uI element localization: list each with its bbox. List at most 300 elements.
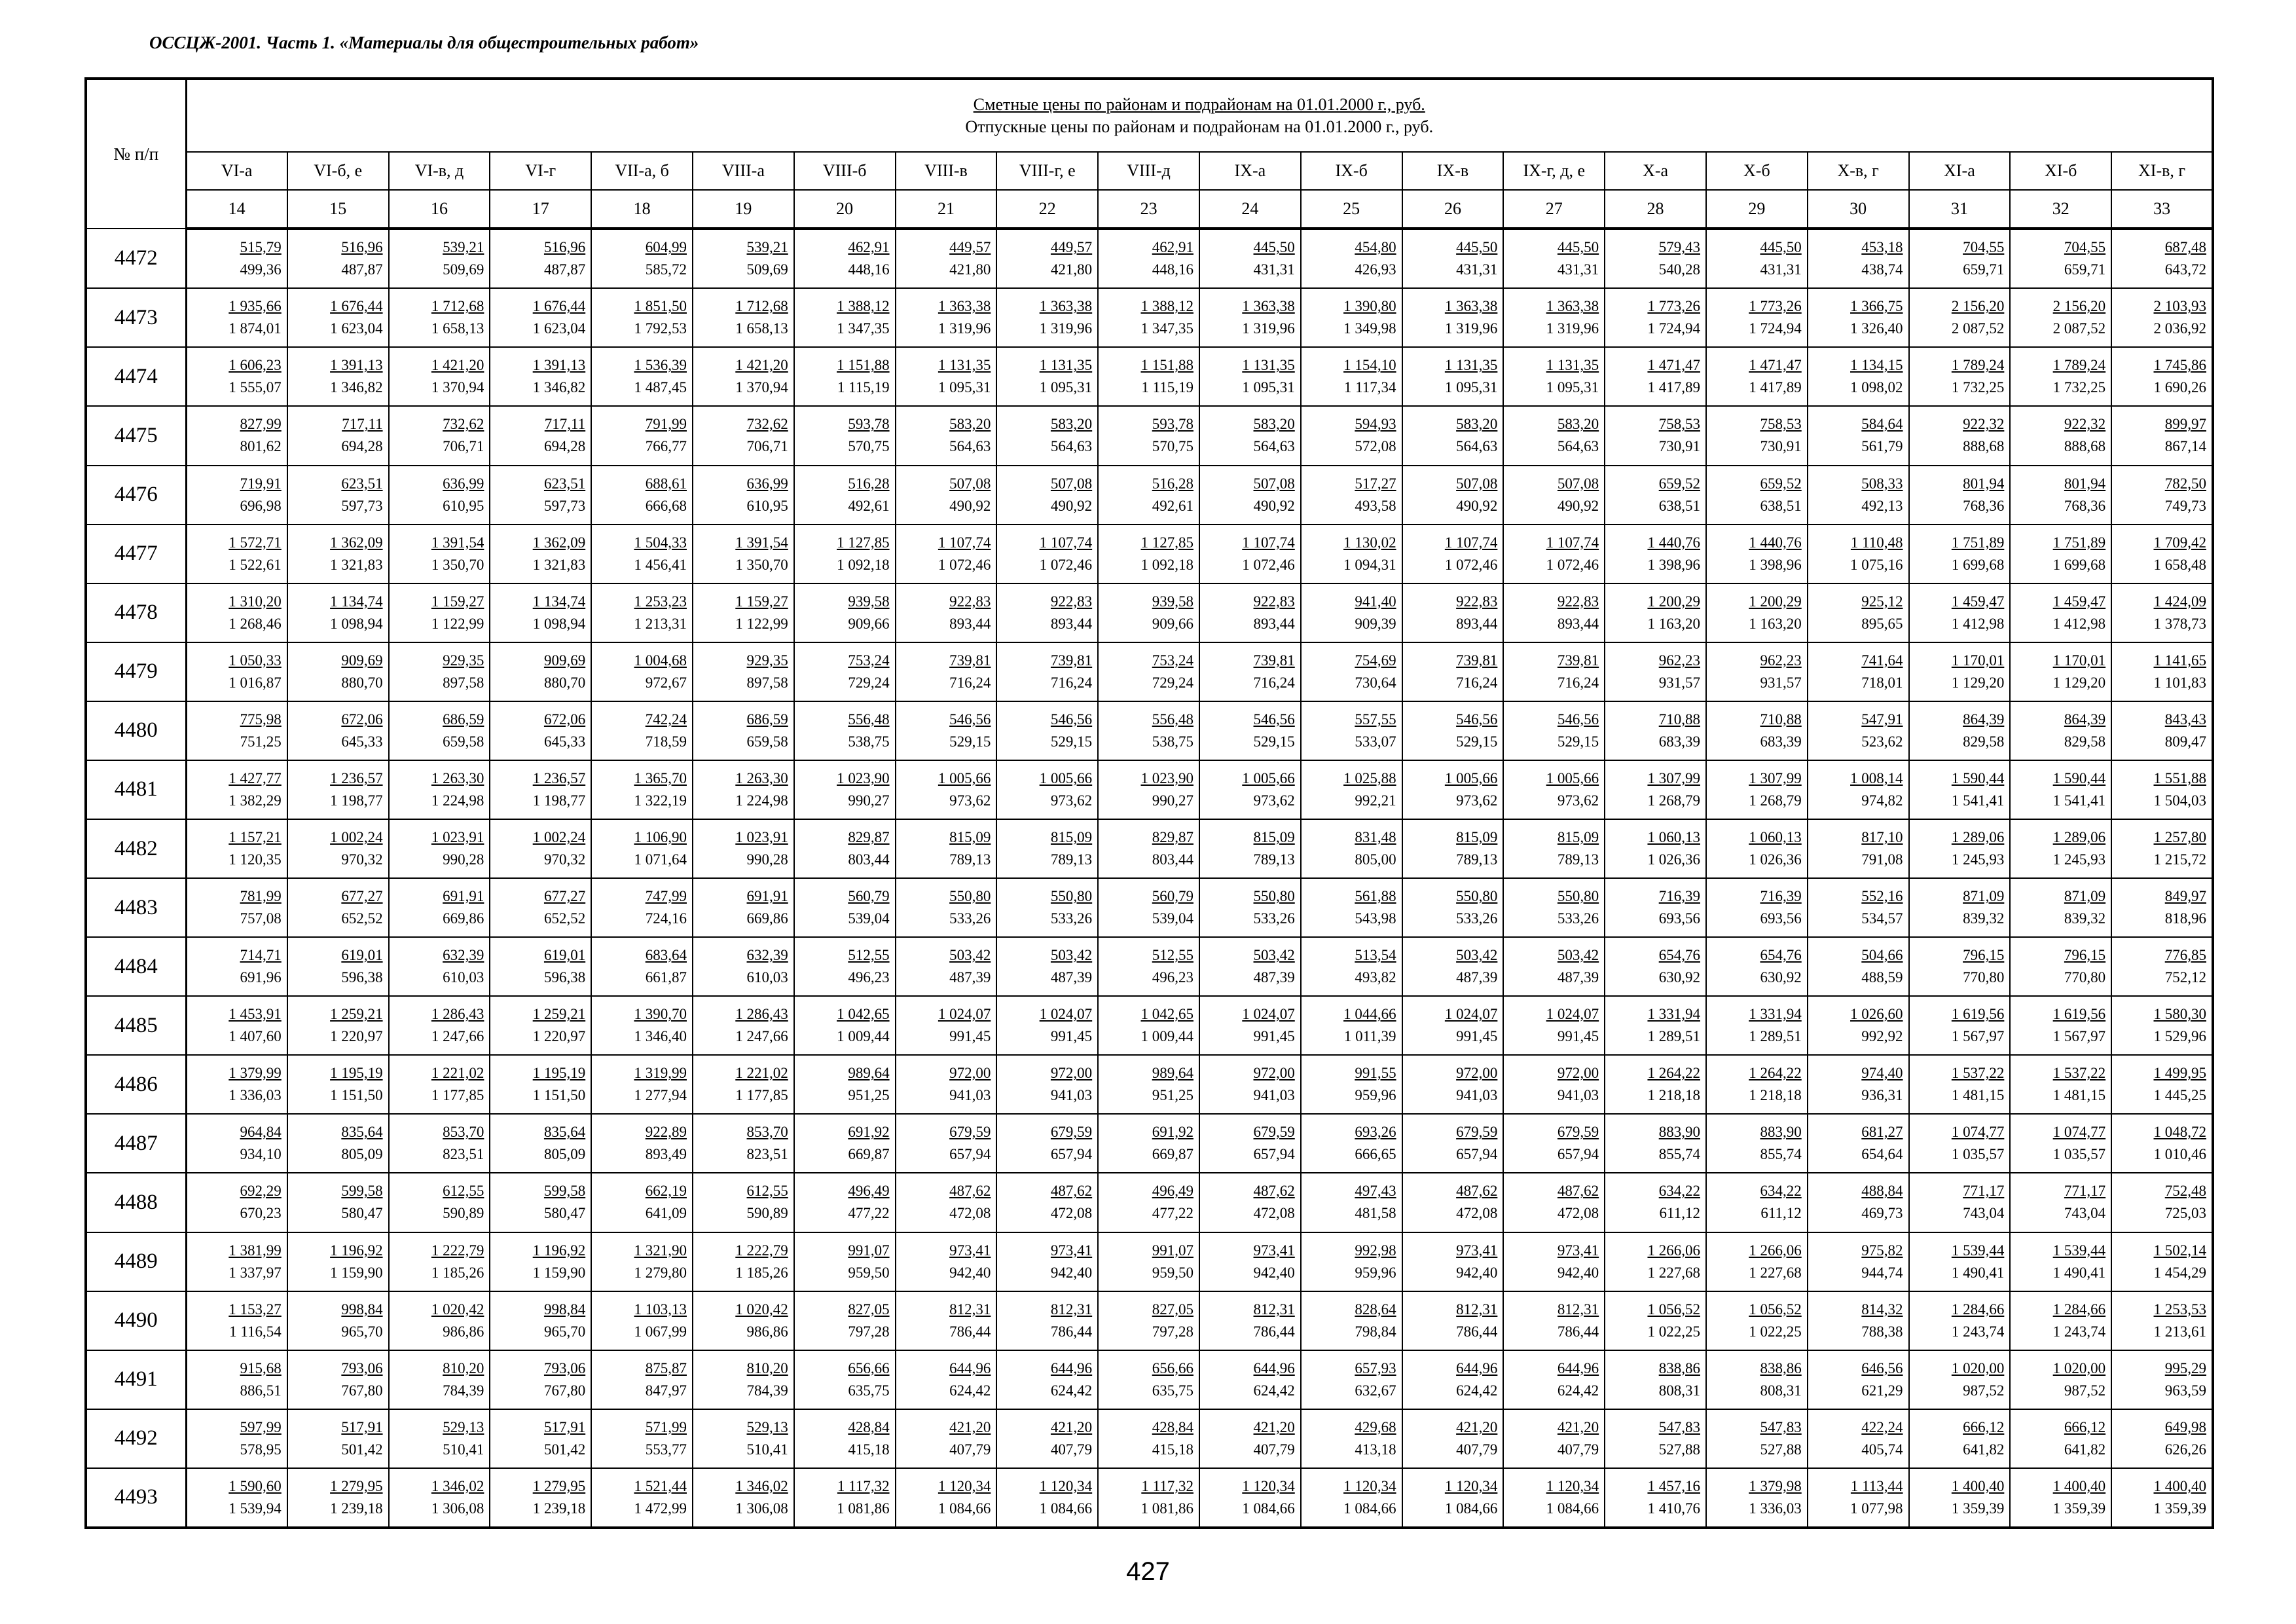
price-cell bbox=[1098, 525, 1199, 583]
release-price: 1 378,73 bbox=[2153, 615, 2206, 632]
price-cell bbox=[1402, 1114, 1504, 1173]
price-cell bbox=[1402, 1468, 1504, 1528]
estimated-price: 1 536,39 bbox=[634, 357, 687, 374]
release-price: 641,82 bbox=[1963, 1441, 2005, 1458]
price-cell bbox=[1605, 1114, 1706, 1173]
estimated-price: 1 127,85 bbox=[837, 534, 890, 551]
release-price: 1 098,02 bbox=[1850, 379, 1903, 396]
release-price: 1 277,94 bbox=[634, 1087, 687, 1104]
release-price: 490,92 bbox=[1456, 497, 1498, 514]
estimated-price: 1 134,74 bbox=[532, 593, 586, 610]
estimated-price: 593,78 bbox=[848, 416, 890, 433]
estimated-price: 829,87 bbox=[1152, 829, 1194, 845]
price-cell bbox=[591, 1055, 693, 1114]
estimated-price: 449,57 bbox=[1050, 239, 1093, 256]
price-cell bbox=[287, 701, 389, 760]
estimated-price: 1 331,94 bbox=[1749, 1006, 1802, 1023]
release-price: 751,25 bbox=[240, 733, 282, 750]
release-price: 847,97 bbox=[645, 1382, 687, 1399]
estimated-price: 717,11 bbox=[342, 416, 383, 433]
estimated-price: 649,98 bbox=[2164, 1418, 2206, 1435]
release-price: 888,68 bbox=[1963, 438, 2005, 455]
estimated-price: 815,09 bbox=[1456, 829, 1498, 845]
price-cell bbox=[2111, 1409, 2213, 1468]
price-cell bbox=[693, 878, 794, 937]
estimated-price: 812,31 bbox=[1050, 1301, 1093, 1318]
release-price: 1 472,99 bbox=[634, 1500, 687, 1517]
estimated-price: 922,32 bbox=[2064, 416, 2106, 433]
estimated-price: 550,80 bbox=[1557, 888, 1599, 905]
price-cell bbox=[186, 583, 287, 642]
release-price: 1 129,20 bbox=[1951, 674, 2005, 691]
price-cell bbox=[1301, 701, 1402, 760]
release-price: 986,86 bbox=[443, 1323, 484, 1340]
estimated-price: 1 539,44 bbox=[2052, 1242, 2106, 1259]
district-header: IX-б bbox=[1301, 152, 1402, 190]
price-cell bbox=[996, 347, 1098, 406]
price-cell bbox=[490, 1468, 591, 1528]
price-cell bbox=[2010, 1114, 2111, 1173]
release-price: 610,03 bbox=[746, 969, 788, 986]
price-cell bbox=[1402, 996, 1504, 1055]
price-cell bbox=[1503, 466, 1605, 525]
release-price: 963,59 bbox=[2164, 1382, 2206, 1399]
estimated-price: 1 005,66 bbox=[1444, 769, 1498, 786]
release-price: 941,03 bbox=[1253, 1087, 1295, 1104]
estimated-price: 871,09 bbox=[1963, 888, 2005, 905]
price-cell bbox=[1503, 1409, 1605, 1468]
estimated-price: 1 074,77 bbox=[2052, 1124, 2106, 1141]
price-cell bbox=[287, 466, 389, 525]
price-cell bbox=[2010, 525, 2111, 583]
table-row bbox=[86, 583, 2213, 642]
price-cell bbox=[2010, 1350, 2111, 1409]
release-price: 931,57 bbox=[1658, 674, 1700, 691]
estimated-price: 1 050,33 bbox=[228, 652, 282, 669]
estimated-price: 1 346,02 bbox=[735, 1477, 788, 1494]
estimated-price: 1 421,20 bbox=[431, 357, 484, 374]
release-price: 1 218,18 bbox=[1749, 1087, 1802, 1104]
price-cell bbox=[591, 288, 693, 347]
price-cell bbox=[1098, 819, 1199, 878]
release-price: 1 092,18 bbox=[837, 556, 890, 573]
price-cell bbox=[2010, 996, 2111, 1055]
release-price: 1 227,68 bbox=[1647, 1264, 1700, 1281]
estimated-price: 1 157,21 bbox=[228, 829, 282, 845]
release-price: 670,23 bbox=[240, 1205, 282, 1222]
release-price: 959,96 bbox=[1355, 1264, 1396, 1281]
price-cell bbox=[389, 642, 490, 701]
estimated-price: 1 131,35 bbox=[1039, 357, 1093, 374]
estimated-price: 1 056,52 bbox=[1749, 1301, 1802, 1318]
district-header: VII-а, б bbox=[591, 152, 693, 190]
estimated-price: 1 363,38 bbox=[938, 298, 991, 315]
release-price: 580,47 bbox=[341, 1205, 383, 1222]
release-price: 987,52 bbox=[1963, 1382, 2005, 1399]
estimated-price: 644,96 bbox=[1557, 1359, 1599, 1376]
price-cell bbox=[1503, 760, 1605, 819]
estimated-price: 1 365,70 bbox=[634, 769, 687, 786]
release-price: 694,28 bbox=[543, 438, 586, 455]
release-price: 855,74 bbox=[1760, 1146, 1802, 1163]
price-cell bbox=[1605, 406, 1706, 465]
price-cell bbox=[1301, 229, 1402, 288]
estimated-price: 922,83 bbox=[1456, 593, 1498, 610]
release-price: 529,15 bbox=[1557, 733, 1599, 750]
release-price: 477,22 bbox=[848, 1205, 890, 1222]
estimated-price: 571,99 bbox=[645, 1418, 687, 1435]
price-cell bbox=[996, 642, 1098, 701]
estimated-price: 508,33 bbox=[1861, 475, 1903, 492]
release-price: 1 410,76 bbox=[1647, 1500, 1700, 1517]
estimated-price: 1 023,91 bbox=[735, 829, 788, 845]
estimated-price: 972,00 bbox=[949, 1065, 991, 1082]
release-price: 490,92 bbox=[1253, 497, 1295, 514]
release-price: 572,08 bbox=[1355, 438, 1396, 455]
price-cell bbox=[490, 878, 591, 937]
price-cell bbox=[1909, 406, 2011, 465]
estimated-price: 487,62 bbox=[949, 1183, 991, 1200]
price-cell bbox=[591, 406, 693, 465]
estimated-price: 1 400,40 bbox=[1951, 1477, 2005, 1494]
release-price: 716,24 bbox=[949, 674, 991, 691]
estimated-price: 1 551,88 bbox=[2153, 769, 2206, 786]
release-price: 839,32 bbox=[2064, 910, 2106, 927]
estimated-price: 998,84 bbox=[543, 1301, 586, 1318]
estimated-price: 838,86 bbox=[1760, 1359, 1802, 1376]
district-header: X-в, г bbox=[1808, 152, 1909, 190]
release-price: 1 072,46 bbox=[1039, 556, 1093, 573]
estimated-price: 1 107,74 bbox=[1242, 534, 1295, 551]
price-cell bbox=[1402, 1350, 1504, 1409]
estimated-price: 1 789,24 bbox=[1951, 357, 2005, 374]
release-price: 808,31 bbox=[1760, 1382, 1802, 1399]
estimated-price: 1 253,53 bbox=[2153, 1301, 2206, 1318]
release-price: 1 321,83 bbox=[330, 556, 383, 573]
release-price: 490,92 bbox=[949, 497, 991, 514]
estimated-price: 1 020,00 bbox=[2052, 1359, 2106, 1376]
price-cell bbox=[186, 760, 287, 819]
price-cell bbox=[1199, 701, 1301, 760]
price-cell bbox=[693, 937, 794, 996]
release-price: 492,13 bbox=[1861, 497, 1903, 514]
price-cell bbox=[1909, 347, 2011, 406]
estimated-price: 1 221,02 bbox=[431, 1065, 484, 1082]
estimated-price: 428,84 bbox=[1152, 1418, 1194, 1435]
estimated-price: 599,58 bbox=[543, 1183, 586, 1200]
estimated-price: 1 120,34 bbox=[938, 1477, 991, 1494]
release-price: 888,68 bbox=[2064, 438, 2106, 455]
release-price: 564,63 bbox=[1050, 438, 1093, 455]
estimated-price: 679,59 bbox=[1253, 1124, 1295, 1141]
estimated-price: 1 257,80 bbox=[2153, 829, 2206, 845]
price-cell bbox=[2111, 525, 2213, 583]
estimated-price: 421,20 bbox=[1050, 1418, 1093, 1435]
price-cell bbox=[287, 642, 389, 701]
price-cell bbox=[996, 1291, 1098, 1350]
table-row bbox=[86, 466, 2213, 525]
price-cell bbox=[2010, 937, 2111, 996]
price-cell bbox=[591, 229, 693, 288]
estimated-price: 1 709,42 bbox=[2153, 534, 2206, 551]
estimated-price: 929,35 bbox=[443, 652, 484, 669]
release-price: 481,58 bbox=[1355, 1205, 1396, 1222]
release-price: 1 243,74 bbox=[1951, 1323, 2005, 1340]
estimated-price: 899,97 bbox=[2164, 416, 2206, 433]
release-price: 1 239,18 bbox=[532, 1500, 586, 1517]
estimated-price: 1 023,90 bbox=[837, 769, 890, 786]
price-cell bbox=[287, 525, 389, 583]
price-cell bbox=[1503, 406, 1605, 465]
estimated-price: 421,20 bbox=[1456, 1418, 1498, 1435]
price-cell bbox=[1909, 1114, 2011, 1173]
price-cell bbox=[1605, 1291, 1706, 1350]
estimated-price: 1 424,09 bbox=[2153, 593, 2206, 610]
estimated-price: 1 502,14 bbox=[2153, 1242, 2206, 1259]
district-header: VI-а bbox=[186, 152, 287, 190]
estimated-price: 1 289,06 bbox=[1951, 829, 2005, 845]
release-price: 805,09 bbox=[341, 1146, 383, 1163]
district-header: VIII-г, е bbox=[996, 152, 1098, 190]
estimated-price: 1 421,20 bbox=[735, 357, 788, 374]
estimated-price: 561,88 bbox=[1355, 888, 1396, 905]
price-cell bbox=[693, 288, 794, 347]
price-cell bbox=[186, 1232, 287, 1291]
release-price: 1 117,34 bbox=[1343, 379, 1396, 396]
release-price: 1 095,31 bbox=[1444, 379, 1498, 396]
price-cell bbox=[490, 1350, 591, 1409]
column-number: 23 bbox=[1098, 190, 1199, 229]
estimated-price: 1 440,76 bbox=[1749, 534, 1802, 551]
estimated-price: 1 400,40 bbox=[2153, 1477, 2206, 1494]
estimated-price: 853,70 bbox=[443, 1124, 484, 1141]
estimated-price: 683,64 bbox=[645, 947, 687, 964]
release-price: 683,39 bbox=[1658, 733, 1700, 750]
price-cell bbox=[794, 878, 896, 937]
release-price: 405,74 bbox=[1861, 1441, 1903, 1458]
release-price: 716,24 bbox=[1253, 674, 1295, 691]
release-price: 534,57 bbox=[1861, 910, 1903, 927]
estimated-price: 1 284,66 bbox=[2052, 1301, 2106, 1318]
estimated-price: 513,54 bbox=[1355, 947, 1396, 964]
estimated-price: 815,09 bbox=[1253, 829, 1295, 845]
estimated-price: 1 391,13 bbox=[532, 357, 586, 374]
release-price: 638,51 bbox=[1658, 497, 1700, 514]
price-cell bbox=[287, 878, 389, 937]
price-cell bbox=[490, 525, 591, 583]
row-number: 4477 bbox=[86, 525, 186, 583]
price-cell bbox=[1909, 1350, 2011, 1409]
price-cell bbox=[389, 288, 490, 347]
release-price: 803,44 bbox=[1152, 851, 1194, 868]
price-cell bbox=[490, 406, 591, 465]
estimated-price: 998,84 bbox=[341, 1301, 383, 1318]
price-cell bbox=[1402, 466, 1504, 525]
price-cell bbox=[1605, 937, 1706, 996]
estimated-price: 1 130,02 bbox=[1343, 534, 1396, 551]
estimated-price: 1 851,50 bbox=[634, 298, 687, 315]
estimated-price: 909,69 bbox=[543, 652, 586, 669]
price-cell bbox=[693, 466, 794, 525]
release-price: 1 016,87 bbox=[228, 674, 282, 691]
estimated-price: 583,20 bbox=[1050, 416, 1093, 433]
price-cell bbox=[1503, 642, 1605, 701]
release-price: 1 529,96 bbox=[2153, 1028, 2206, 1045]
release-price: 438,74 bbox=[1861, 261, 1903, 278]
price-cell bbox=[2010, 701, 2111, 760]
estimated-price: 462,91 bbox=[848, 239, 890, 256]
estimated-price: 1 619,56 bbox=[1951, 1006, 2005, 1023]
release-price: 986,86 bbox=[746, 1323, 788, 1340]
price-cell bbox=[896, 996, 997, 1055]
price-cell bbox=[2111, 760, 2213, 819]
release-price: 597,73 bbox=[341, 497, 383, 514]
estimated-price: 1 107,74 bbox=[1444, 534, 1498, 551]
estimated-price: 973,41 bbox=[1557, 1242, 1599, 1259]
estimated-price: 739,81 bbox=[1253, 652, 1295, 669]
price-cell bbox=[1098, 1055, 1199, 1114]
estimated-price: 1 453,91 bbox=[228, 1006, 282, 1023]
title-line-estimated: Сметные цены по районам и подрайонам на 01.01.2000 г., руб. bbox=[973, 94, 1425, 114]
price-cell bbox=[1098, 937, 1199, 996]
estimated-price: 681,27 bbox=[1861, 1124, 1903, 1141]
price-cell bbox=[1909, 288, 2011, 347]
release-price: 1 035,57 bbox=[2052, 1146, 2106, 1163]
price-cell bbox=[1706, 347, 1808, 406]
estimated-price: 1 712,68 bbox=[735, 298, 788, 315]
estimated-price: 1 712,68 bbox=[431, 298, 484, 315]
release-price: 797,28 bbox=[848, 1323, 890, 1340]
price-cell bbox=[1808, 760, 1909, 819]
release-price: 696,98 bbox=[240, 497, 282, 514]
release-price: 415,18 bbox=[1152, 1441, 1194, 1458]
estimated-price: 1 110,48 bbox=[1850, 534, 1903, 551]
estimated-price: 1 279,95 bbox=[330, 1477, 383, 1494]
estimated-price: 704,55 bbox=[2064, 239, 2106, 256]
estimated-price: 453,18 bbox=[1861, 239, 1903, 256]
estimated-price: 636,99 bbox=[746, 475, 788, 492]
release-price: 1 084,66 bbox=[1039, 1500, 1093, 1517]
estimated-price: 915,68 bbox=[240, 1359, 282, 1376]
release-price: 789,13 bbox=[1253, 851, 1295, 868]
release-price: 965,70 bbox=[341, 1323, 383, 1340]
price-cell bbox=[2111, 701, 2213, 760]
estimated-price: 710,88 bbox=[1658, 710, 1700, 728]
price-cell bbox=[996, 1173, 1098, 1232]
price-cell bbox=[1605, 1409, 1706, 1468]
estimated-price: 801,94 bbox=[2064, 475, 2106, 492]
release-price: 1 623,04 bbox=[330, 320, 383, 337]
estimated-price: 507,08 bbox=[1253, 475, 1295, 492]
price-cell bbox=[1301, 1350, 1402, 1409]
estimated-price: 1 789,24 bbox=[2052, 357, 2106, 374]
price-cell bbox=[490, 1114, 591, 1173]
estimated-price: 487,62 bbox=[1050, 1183, 1093, 1200]
release-price: 942,40 bbox=[1456, 1264, 1498, 1281]
estimated-price: 1 363,38 bbox=[1039, 298, 1093, 315]
price-cell bbox=[1199, 1350, 1301, 1409]
estimated-price: 1 379,99 bbox=[228, 1065, 282, 1082]
release-price: 1 239,18 bbox=[330, 1500, 383, 1517]
release-price: 1 071,64 bbox=[634, 851, 687, 868]
release-price: 683,39 bbox=[1760, 733, 1802, 750]
price-cell bbox=[1098, 701, 1199, 760]
release-price: 991,45 bbox=[1253, 1028, 1295, 1045]
release-price: 1 095,31 bbox=[1546, 379, 1599, 396]
release-price: 1 490,41 bbox=[2052, 1264, 2106, 1281]
release-price: 1 417,89 bbox=[1647, 379, 1700, 396]
price-cell bbox=[1199, 1291, 1301, 1350]
estimated-price: 1 120,34 bbox=[1039, 1477, 1093, 1494]
release-price: 596,38 bbox=[341, 969, 383, 986]
release-price: 743,04 bbox=[1963, 1205, 2005, 1222]
price-cell bbox=[389, 701, 490, 760]
release-price: 1 072,46 bbox=[938, 556, 991, 573]
price-cell bbox=[1301, 642, 1402, 701]
price-cell bbox=[2010, 347, 2111, 406]
release-price: 855,74 bbox=[1658, 1146, 1700, 1163]
estimated-price: 1 504,33 bbox=[634, 534, 687, 551]
release-price: 431,31 bbox=[1557, 261, 1599, 278]
release-price: 1 732,25 bbox=[2052, 379, 2106, 396]
price-cell bbox=[1199, 583, 1301, 642]
estimated-price: 1 935,66 bbox=[228, 298, 282, 315]
price-cell bbox=[186, 229, 287, 288]
estimated-price: 1 331,94 bbox=[1647, 1006, 1700, 1023]
column-number: 20 bbox=[794, 190, 896, 229]
release-price: 1 699,68 bbox=[1951, 556, 2005, 573]
price-cell bbox=[1301, 1468, 1402, 1528]
price-cell bbox=[2111, 347, 2213, 406]
district-header: IX-г, д, е bbox=[1503, 152, 1605, 190]
price-cell bbox=[1605, 229, 1706, 288]
release-price: 570,75 bbox=[848, 438, 890, 455]
estimated-price: 516,28 bbox=[1152, 475, 1194, 492]
estimated-price: 1 117,32 bbox=[1141, 1477, 1194, 1494]
estimated-price: 922,89 bbox=[645, 1124, 687, 1141]
release-price: 523,62 bbox=[1861, 733, 1903, 750]
column-number: 14 bbox=[186, 190, 287, 229]
price-cell bbox=[1503, 937, 1605, 996]
release-price: 716,24 bbox=[1557, 674, 1599, 691]
release-price: 1 490,41 bbox=[1951, 1264, 2005, 1281]
price-cell bbox=[794, 347, 896, 406]
price-cell bbox=[1706, 1291, 1808, 1350]
release-price: 1 163,20 bbox=[1749, 615, 1802, 632]
price-cell bbox=[1402, 583, 1504, 642]
estimated-price: 796,15 bbox=[2064, 947, 2106, 964]
estimated-price: 1 363,38 bbox=[1444, 298, 1498, 315]
release-price: 501,42 bbox=[341, 1441, 383, 1458]
estimated-price: 1 127,85 bbox=[1140, 534, 1194, 551]
price-cell bbox=[1909, 642, 2011, 701]
price-cell bbox=[693, 583, 794, 642]
price-cell bbox=[1098, 760, 1199, 819]
estimated-price: 691,91 bbox=[746, 888, 788, 905]
price-cell bbox=[1605, 1468, 1706, 1528]
price-cell bbox=[693, 1114, 794, 1173]
release-price: 533,07 bbox=[1355, 733, 1396, 750]
price-cell bbox=[1706, 996, 1808, 1055]
price-cell bbox=[1706, 760, 1808, 819]
release-price: 1 306,08 bbox=[735, 1500, 788, 1517]
price-cell bbox=[490, 583, 591, 642]
price-cell bbox=[591, 347, 693, 406]
price-cell bbox=[1706, 878, 1808, 937]
release-price: 770,80 bbox=[2064, 969, 2106, 986]
estimated-price: 1 024,07 bbox=[938, 1006, 991, 1023]
price-cell bbox=[186, 525, 287, 583]
